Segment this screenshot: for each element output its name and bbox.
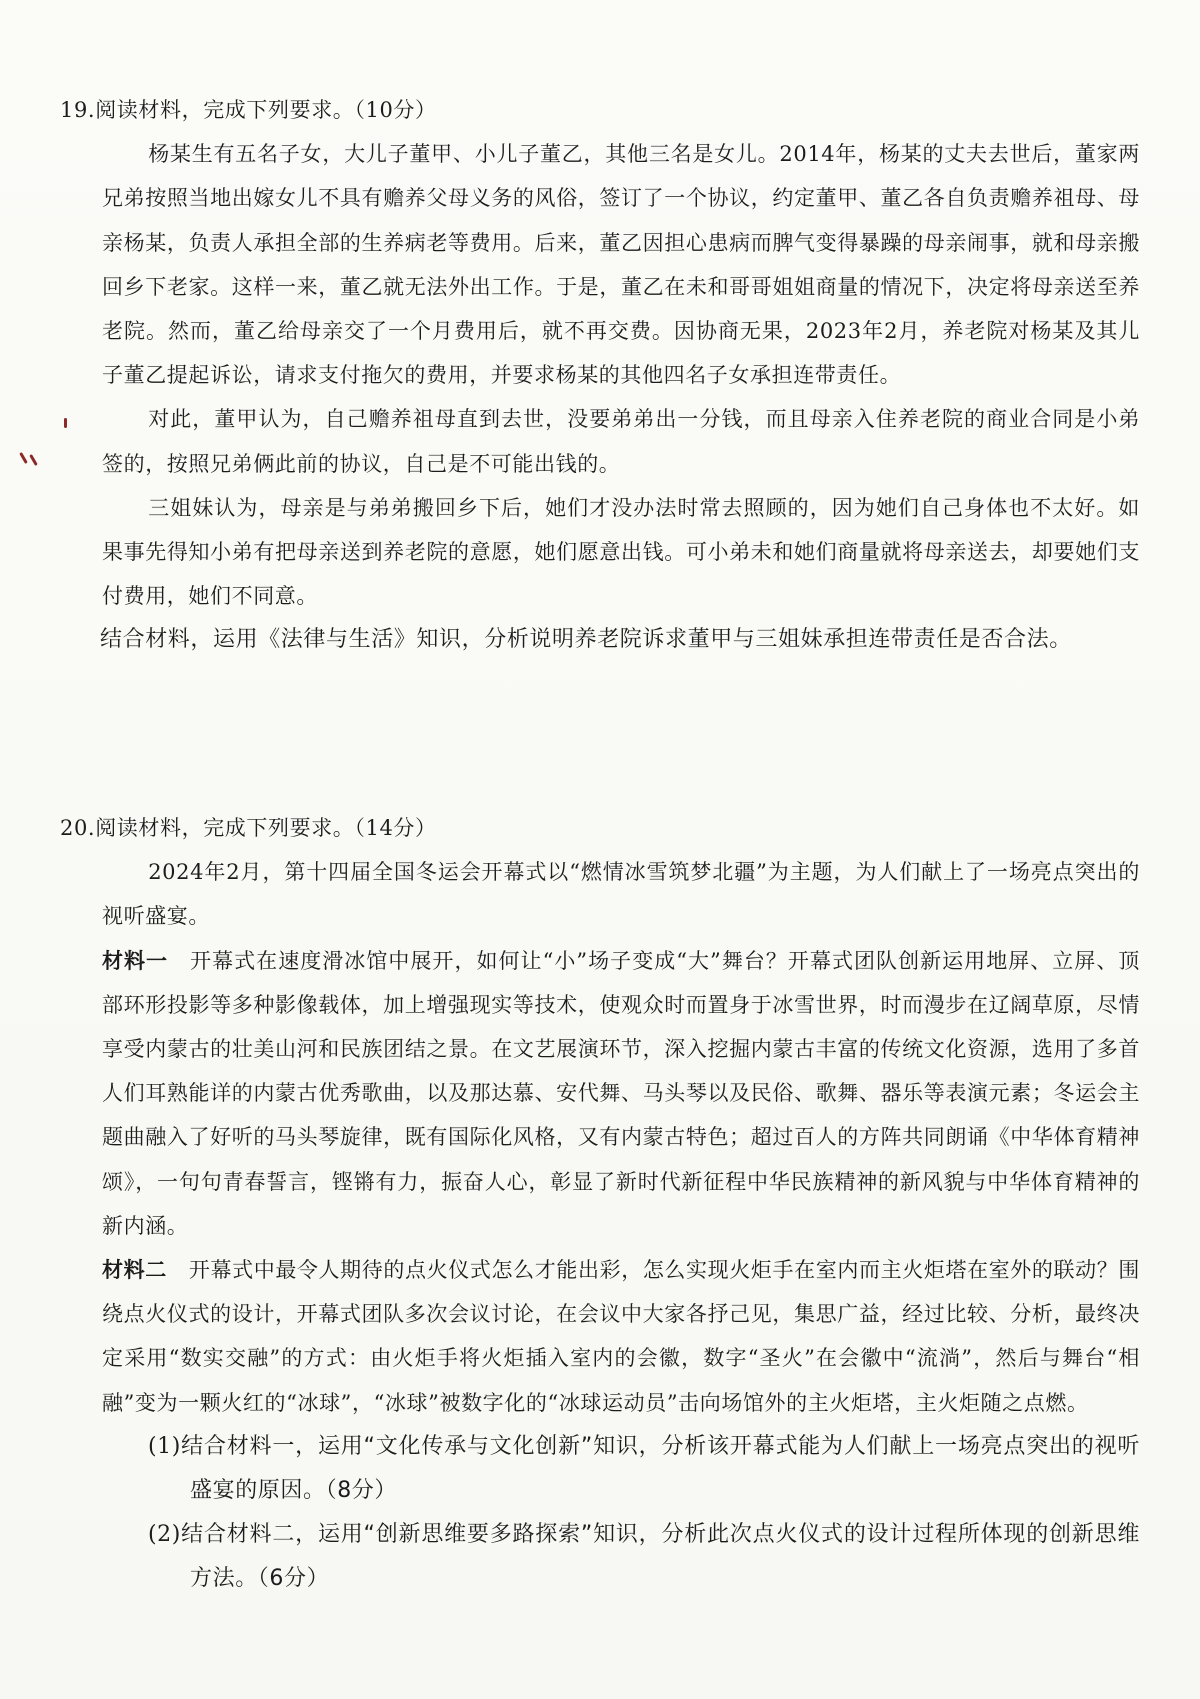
question-20-intro: 2024年2月，第十四届全国冬运会开幕式以“燃情冰雪筑梦北疆”为主题，为人们献上了一场亮点突出的视听盛宴。 xyxy=(102,860,1140,929)
question-19-paragraph-3: 三姐妹认为，母亲是与弟弟搬回乡下后，她们才没办法时常去照顾的，因为她们自己身体也不太好。如果事先得知小弟有把母亲送到养老院的意愿，她们愿意出钱。可小弟未和她们商量就将母亲送去，却要她们支付费用，她们不同意。 xyxy=(102,495,1140,609)
question-20-title: 20.阅读材料，完成下列要求。（14分） xyxy=(60,816,437,840)
sub-question-1 xyxy=(102,1425,1140,1513)
sub-question-2 xyxy=(102,1513,1140,1601)
material-1 xyxy=(60,939,1140,1248)
question-19 xyxy=(60,88,1140,663)
material-1-text: 开幕式在速度滑冰馆中展开，如何让“小”场子变成“大”舞台？开幕式团队创新运用地屏、立屏、顶部环形投影等多种影像载体，加上增强现实等技术，使观众时而置身于冰雪世界，时而漫步在辽阔草原，尽情享受内蒙古的壮美山河和民族团结之景。在文艺展演环节，深入挖掘内蒙古丰富的传统文化资源，选用了多首人们耳熟能详的内蒙古优秀歌曲，以及那达慕、安代舞、马头琴以及民俗、歌舞、器乐等表演元素；冬运会主题曲融入了好听的马头琴旋律，既有国际化风格，又有内蒙古特色；超过百人的方阵共同朗诵《中华体育精神颂》，一句句青春誓言，铿锵有力，振奋人心，彰显了新时代新征程中华民族精神的新风貌与中华体育精神的新内涵。 xyxy=(102,948,1140,1238)
ink-mark xyxy=(29,454,38,466)
sub-question-1-text: 结合材料一，运用“文化传承与文化创新”知识，分析该开幕式能为人们献上一场亮点突出的视听盛宴的原因。（8分） xyxy=(180,1433,1140,1504)
material-2 xyxy=(60,1248,1140,1425)
question-19-paragraph-2: 对此，董甲认为，自己赡养祖母直到去世，没要弟弟出一分钱，而且母亲入住养老院的商业合同是小弟签的，按照兄弟俩此前的协议，自己是不可能出钱的。 xyxy=(102,407,1140,476)
sub-question-2-text: 结合材料二，运用“创新思维要多路探索”知识，分析此次点火仪式的设计过程所体现的创新思维方法。（6分） xyxy=(180,1522,1140,1592)
material-2-text: 开幕式中最令人期待的点火仪式怎么才能出彩，怎么实现火炬手在室内而主火炬塔在室外的联动？围绕点火仪式的设计，开幕式团队多次会议讨论，在会议中大家各抒己见，集思广益，经过比较、分析，最终决定采用“数实交融”的方式：由火炬手将火炬插入室内的会徽，数字“圣火”在会徽中“流淌”，然后与舞台“相融”变为一颗火红的“冰球”，“冰球”被数字化的“冰球运动员”击向场馆外的主火炬塔，主火炬随之点燃。 xyxy=(102,1258,1140,1415)
question-20 xyxy=(60,806,1140,1602)
question-19-title: 19.阅读材料，完成下列要求。（10分） xyxy=(60,98,437,122)
ink-mark xyxy=(19,452,28,464)
question-19-paragraph-1: 杨某生有五名子女，大儿子董甲、小儿子董乙，其他三名是女儿。2014年，杨某的丈夫去世后，董家两兄弟按照当地出嫁女儿不具有赡养父母义务的风俗，签订了一个协议，约定董甲、董乙各自负责赡养祖母、母亲杨某，负责人承担全部的生养病老等费用。后来，董乙因担心患病而脾气变得暴躁的母亲闹事，就和母亲搬回乡下老家。这样一来，董乙就无法外出工作。于是，董乙在未和哥哥姐姐商量的情况下，决定将母亲送至养老院。然而，董乙给母亲交了一个月费用后，就不再交费。因协商无果，2023年2月，养老院对杨某及其儿子董乙提起诉讼，请求支付拖欠的费用，并要求杨某的其他四名子女承担连带责任。 xyxy=(102,142,1140,388)
sub-question-2-number: (2) xyxy=(148,1522,181,1548)
question-19-task: 结合材料，运用《法律与生活》知识，分析说明养老院诉求董甲与三姐妹承担连带责任是否合法。 xyxy=(100,627,1072,653)
material-1-label: 材料一 xyxy=(102,948,169,973)
material-2-label: 材料二 xyxy=(102,1258,167,1283)
sub-question-1-number: (1) xyxy=(148,1433,181,1459)
